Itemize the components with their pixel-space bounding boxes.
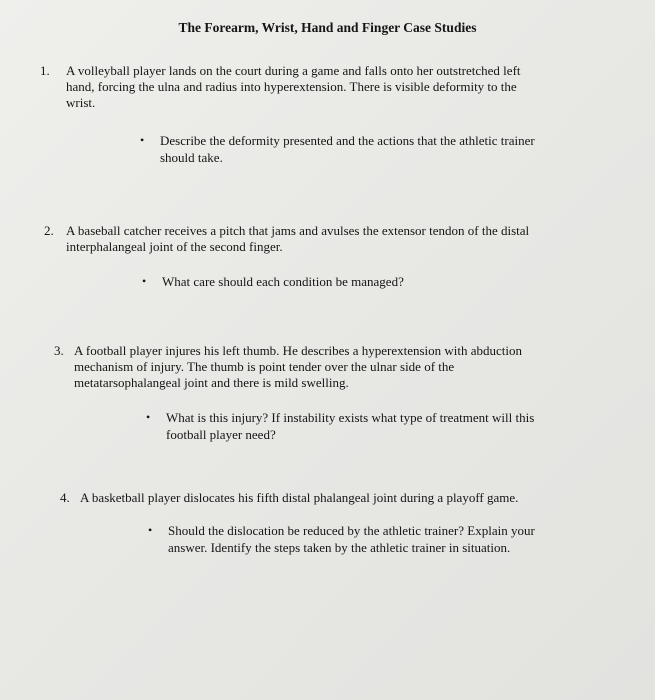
case-number: 3. xyxy=(54,343,64,358)
case-number: 2. xyxy=(44,223,54,238)
question-text-line: Should the dislocation be reduced by the athletic trainer? Explain your xyxy=(168,523,535,538)
bullet: • xyxy=(140,133,145,147)
question-text-line: What is this injury? If instability exists what type of treatment will this xyxy=(166,410,535,425)
question-text-line: What care should each condition be managed? xyxy=(162,274,404,289)
case-text-line: hand, forcing the ulna and radius into hyperextension. There is visible deformity to the xyxy=(66,79,517,94)
case-text-line: metatarsophalangeal joint and there is mild swelling. xyxy=(74,375,349,390)
bullet: • xyxy=(142,274,147,288)
bullet: • xyxy=(146,410,151,424)
case-text-line: mechanism of injury. The thumb is point tender over the ulnar side of the xyxy=(74,359,455,374)
case-text-line: A baseball catcher receives a pitch that jams and avulses the extensor tendon of the distal xyxy=(66,223,530,238)
case-number: 1. xyxy=(40,63,50,78)
case-text-line: interphalangeal joint of the second finger. xyxy=(66,239,283,254)
case-text-line: A football player injures his left thumb. He describes a hyperextension with abduction xyxy=(74,343,523,358)
case-text-line: A basketball player dislocates his fifth distal phalangeal joint during a playoff game. xyxy=(80,490,519,505)
question-text-line: Describe the deformity presented and the actions that the athletic trainer xyxy=(160,133,535,148)
question-text-line: football player need? xyxy=(166,427,276,442)
bullet: • xyxy=(148,523,153,537)
case-number: 4. xyxy=(60,490,70,505)
document-title: The Forearm, Wrist, Hand and Finger Case Studies xyxy=(178,20,477,35)
question-text-line: should take. xyxy=(160,150,223,165)
case-text-line: wrist. xyxy=(66,95,96,110)
question-text-line: answer. Identify the steps taken by the athletic trainer in situation. xyxy=(168,540,511,555)
case-text-line: A volleyball player lands on the court during a game and falls onto her outstretched left xyxy=(66,63,521,78)
